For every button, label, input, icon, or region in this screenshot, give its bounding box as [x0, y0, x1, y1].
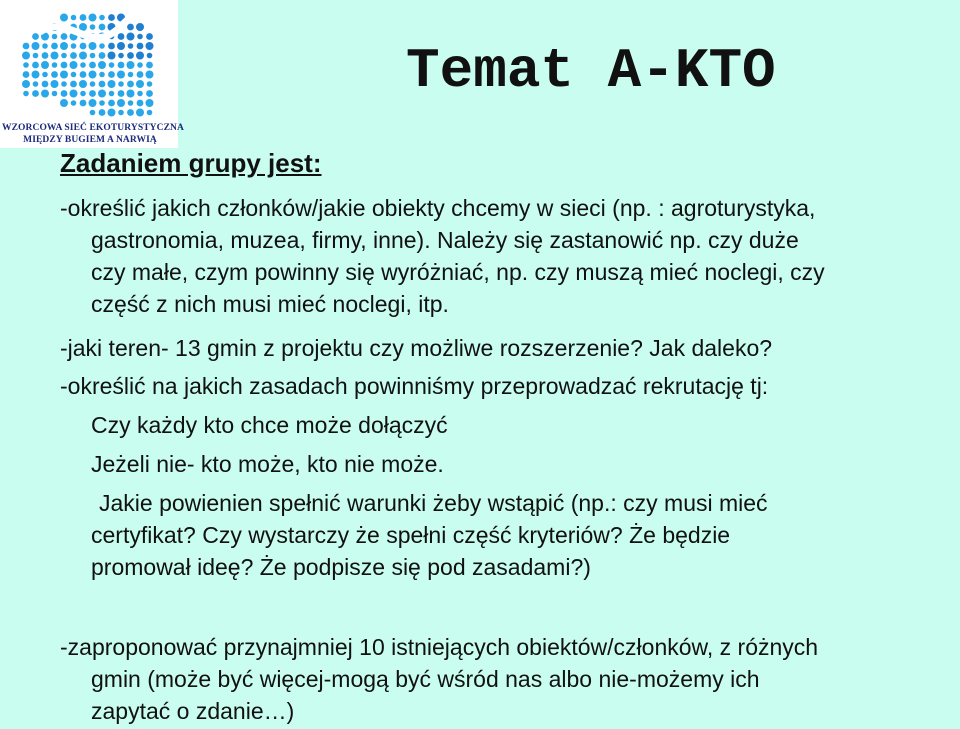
text-line: zapytać o zdanie…)	[91, 698, 295, 724]
page-title: Temat A-KTO	[406, 39, 776, 103]
text-line: czy małe, czym powinny się wyróżniać, np. czy muszą mieć noclegi, czy	[91, 259, 825, 285]
logo-text-line1: WZORCOWA SIEĆ EKOTURYSTYCZNA	[2, 123, 184, 133]
section-heading: Zadaniem grupy jest:	[60, 148, 322, 178]
item-recruitment: -określić na jakich zasadach powinniśmy przeprowadzać rekrutację tj:	[60, 373, 769, 399]
item-area: -jaki teren- 13 gmin z projektu czy możliwe rozszerzenie? Jak daleko?	[60, 335, 773, 361]
item-objects	[0, 192, 960, 320]
text-line: -zaproponować przynajmniej 10 istniejących obiektów/członków, z różnych	[60, 634, 819, 660]
text-line: gmin (może być więcej-mogą być wśród nas albo nie-możemy ich	[91, 666, 760, 692]
question-2: Jeżeli nie- kto może, kto nie może.	[91, 451, 444, 477]
text-line: certyfikat? Czy wystarczy że spełni część kryteriów? Że będzie	[91, 522, 731, 548]
network-logo-icon	[20, 2, 160, 122]
text-line: część z nich musi mieć noclegi, itp.	[91, 291, 449, 317]
logo	[0, 0, 184, 148]
text-line: gastronomia, muzea, firmy, inne). Należy się zastanowić np. czy duże	[91, 227, 799, 253]
item-propose	[0, 631, 960, 727]
logo-text-line2: MIĘDZY BUGIEM A NARWIĄ	[23, 135, 157, 145]
text-line: promował ideę? Że podpisze się pod zasadami?)	[91, 554, 591, 580]
question-3	[0, 487, 960, 583]
text-line: Jakie powienien spełnić warunki żeby wstąpić (np.: czy musi mieć	[99, 490, 768, 516]
text-line: -określić jakich członków/jakie obiekty chcemy w sieci (np. : agroturystyka,	[60, 195, 816, 221]
question-1: Czy każdy kto chce może dołączyć	[91, 412, 448, 438]
